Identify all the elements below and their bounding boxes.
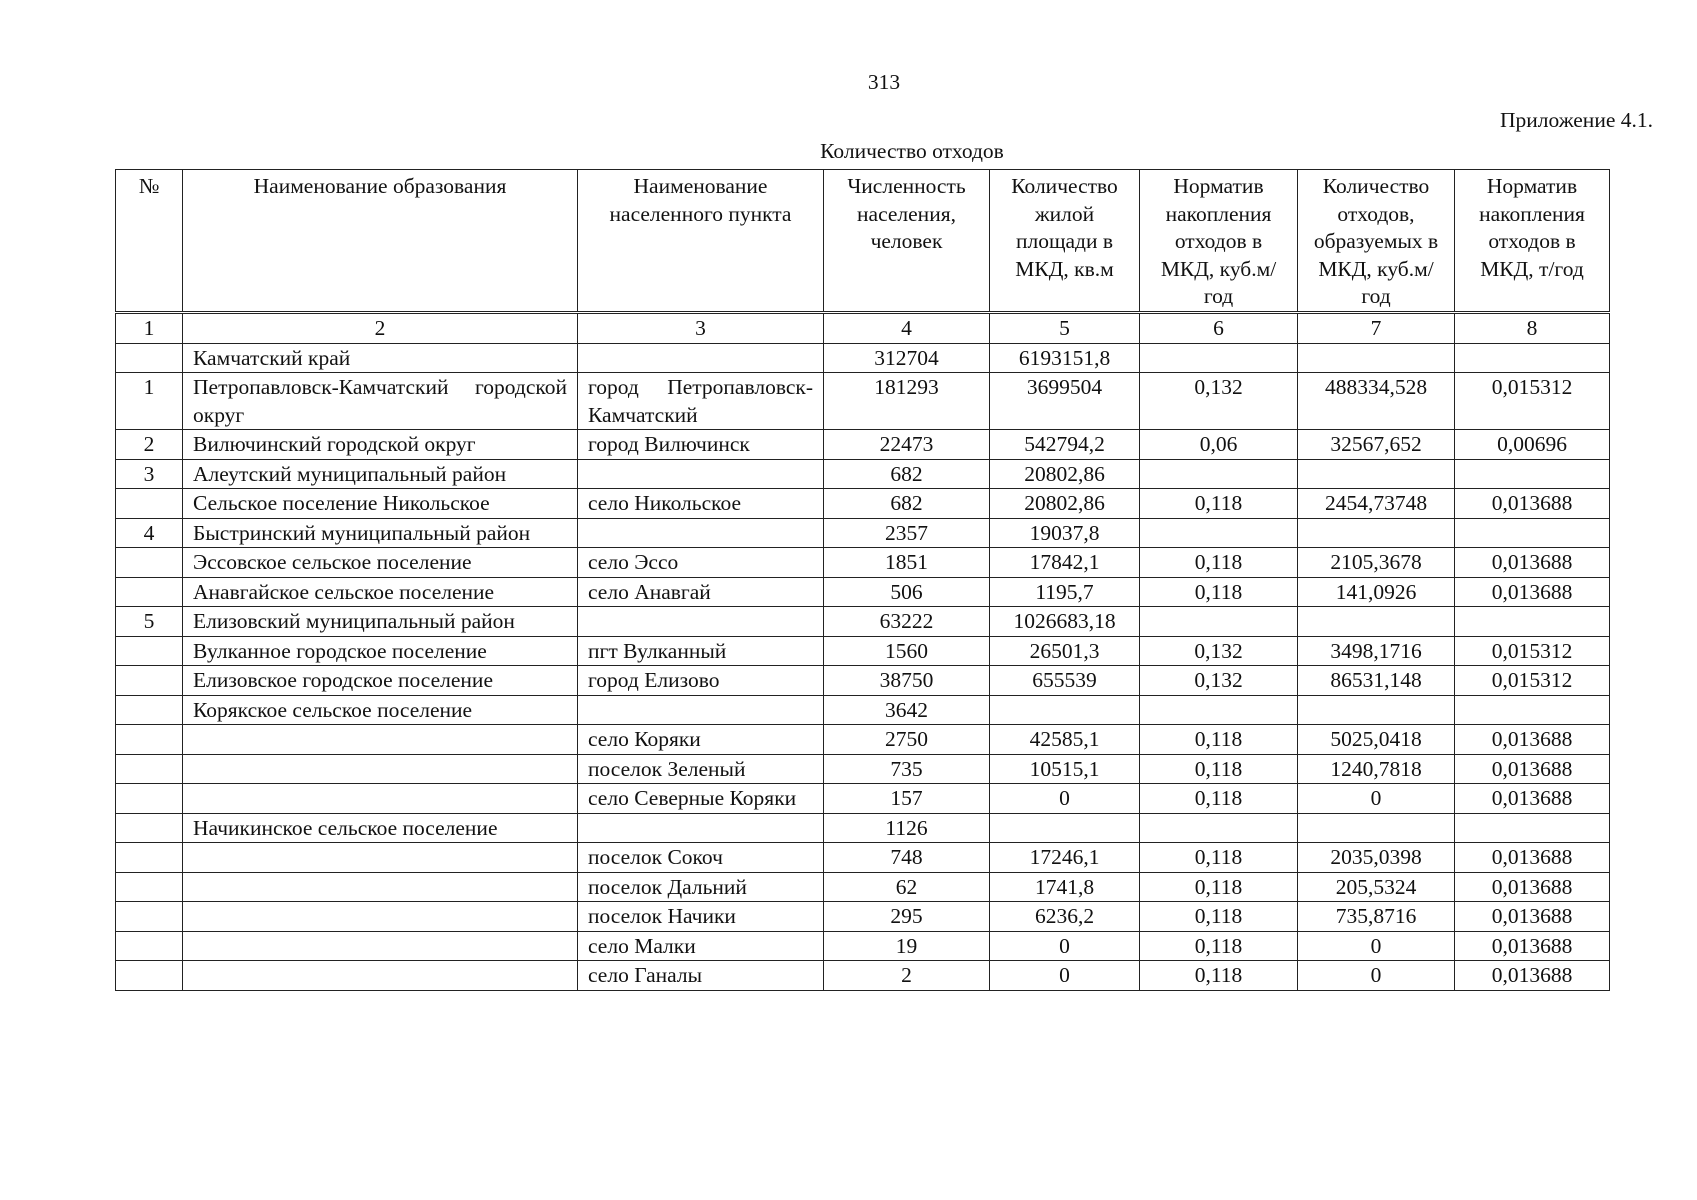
- settlement-name-cell: [578, 459, 824, 489]
- waste-norm-volume-cell: 0,118: [1140, 489, 1298, 519]
- population-cell: 2750: [824, 725, 990, 755]
- entity-name-cell: Вулканное городское поселение: [183, 636, 578, 666]
- waste-norm-volume-cell: 0,118: [1140, 784, 1298, 814]
- row-number-cell: [116, 754, 183, 784]
- entity-name-cell: [183, 784, 578, 814]
- waste-norm-mass-cell: [1455, 518, 1610, 548]
- waste-norm-mass-cell: 0,013688: [1455, 961, 1610, 991]
- settlement-name-cell: поселок Сокоч: [578, 843, 824, 873]
- entity-name-cell: [183, 843, 578, 873]
- waste-norm-mass-cell: [1455, 813, 1610, 843]
- waste-norm-volume-cell: [1140, 695, 1298, 725]
- entity-name-cell: Алеутский муниципальный район: [183, 459, 578, 489]
- living-area-cell: 17842,1: [990, 548, 1140, 578]
- row-number-cell: [116, 343, 183, 373]
- waste-norm-volume-cell: 0,118: [1140, 843, 1298, 873]
- settlement-name-cell: село Ганалы: [578, 961, 824, 991]
- waste-volume-cell: 735,8716: [1298, 902, 1455, 932]
- appendix-label: Приложение 4.1.: [1499, 108, 1653, 132]
- row-number-cell: [116, 548, 183, 578]
- table-row: [116, 902, 1610, 932]
- waste-volume-cell: 205,5324: [1298, 872, 1455, 902]
- waste-norm-mass-cell: 0,013688: [1455, 754, 1610, 784]
- row-number-cell: 5: [116, 607, 183, 637]
- column-number: 3: [578, 313, 824, 344]
- waste-volume-cell: 2105,3678: [1298, 548, 1455, 578]
- waste-volume-cell: 488334,528: [1298, 373, 1455, 430]
- header-cell: Наименование населенного пункта: [578, 170, 824, 313]
- population-cell: 38750: [824, 666, 990, 696]
- waste-norm-mass-cell: 0,013688: [1455, 872, 1610, 902]
- table-row: [116, 725, 1610, 755]
- population-cell: 735: [824, 754, 990, 784]
- waste-norm-volume-cell: 0,118: [1140, 754, 1298, 784]
- settlement-name-cell: село Эссо: [578, 548, 824, 578]
- entity-name-cell: Корякское сельское поселение: [183, 695, 578, 725]
- waste-norm-mass-cell: 0,013688: [1455, 548, 1610, 578]
- entity-name-cell: Сельское поселение Никольское: [183, 489, 578, 519]
- row-number-cell: 4: [116, 518, 183, 548]
- waste-volume-cell: 0: [1298, 784, 1455, 814]
- settlement-name-cell: город Елизово: [578, 666, 824, 696]
- table-row: [116, 813, 1610, 843]
- settlement-name-cell: [578, 813, 824, 843]
- waste-norm-mass-cell: [1455, 607, 1610, 637]
- entity-name-cell: Начикинское сельское поселение: [183, 813, 578, 843]
- population-cell: 181293: [824, 373, 990, 430]
- waste-norm-mass-cell: [1455, 695, 1610, 725]
- population-cell: 312704: [824, 343, 990, 373]
- waste-norm-mass-cell: 0,015312: [1455, 636, 1610, 666]
- row-number-cell: [116, 666, 183, 696]
- table-row: [116, 373, 1610, 430]
- population-cell: 295: [824, 902, 990, 932]
- settlement-name-cell: село Анавгай: [578, 577, 824, 607]
- waste-volume-cell: [1298, 695, 1455, 725]
- settlement-name-cell: поселок Дальний: [578, 872, 824, 902]
- population-cell: 63222: [824, 607, 990, 637]
- row-number-cell: [116, 489, 183, 519]
- settlement-name-cell: [578, 518, 824, 548]
- row-number-cell: [116, 872, 183, 902]
- column-number: 4: [824, 313, 990, 344]
- table-row: [116, 754, 1610, 784]
- row-number-cell: [116, 902, 183, 932]
- waste-norm-mass-cell: 0,013688: [1455, 902, 1610, 932]
- waste-norm-volume-cell: 0,118: [1140, 577, 1298, 607]
- header-row: [116, 170, 1610, 313]
- population-cell: 2: [824, 961, 990, 991]
- table-caption: Количество отходов: [820, 139, 1004, 163]
- row-number-cell: 2: [116, 430, 183, 460]
- waste-volume-cell: 0: [1298, 931, 1455, 961]
- waste-volume-cell: [1298, 813, 1455, 843]
- living-area-cell: [990, 695, 1140, 725]
- waste-norm-volume-cell: 0,118: [1140, 902, 1298, 932]
- waste-norm-mass-cell: 0,013688: [1455, 725, 1610, 755]
- waste-norm-mass-cell: 0,013688: [1455, 577, 1610, 607]
- row-number-cell: [116, 695, 183, 725]
- living-area-cell: 655539: [990, 666, 1140, 696]
- entity-name-cell: Камчатский край: [183, 343, 578, 373]
- table-row: [116, 843, 1610, 873]
- entity-name-cell: Эссовское сельское поселение: [183, 548, 578, 578]
- entity-name-cell: [183, 754, 578, 784]
- entity-name-cell: [183, 931, 578, 961]
- settlement-name-cell: [578, 695, 824, 725]
- header-cell: Норматив накопления отходов в МКД, т/год: [1455, 170, 1610, 313]
- row-number-cell: [116, 784, 183, 814]
- settlement-name-cell: город Вилючинск: [578, 430, 824, 460]
- waste-norm-volume-cell: 0,118: [1140, 725, 1298, 755]
- population-cell: 748: [824, 843, 990, 873]
- table-row: [116, 518, 1610, 548]
- waste-norm-volume-cell: [1140, 518, 1298, 548]
- entity-name-cell: [183, 872, 578, 902]
- living-area-cell: 3699504: [990, 373, 1140, 430]
- waste-volume-cell: 2035,0398: [1298, 843, 1455, 873]
- population-cell: 1126: [824, 813, 990, 843]
- waste-volume-cell: 141,0926: [1298, 577, 1455, 607]
- entity-name-cell: Вилючинский городской округ: [183, 430, 578, 460]
- table-row: [116, 784, 1610, 814]
- waste-norm-volume-cell: 0,118: [1140, 548, 1298, 578]
- table-row: [116, 666, 1610, 696]
- page-number: 313: [867, 70, 901, 94]
- waste-volume-cell: 86531,148: [1298, 666, 1455, 696]
- waste-volume-cell: [1298, 459, 1455, 489]
- waste-norm-volume-cell: 0,132: [1140, 636, 1298, 666]
- living-area-cell: 1741,8: [990, 872, 1140, 902]
- waste-norm-volume-cell: [1140, 459, 1298, 489]
- table-row: [116, 459, 1610, 489]
- living-area-cell: 542794,2: [990, 430, 1140, 460]
- waste-norm-volume-cell: 0,118: [1140, 931, 1298, 961]
- settlement-name-cell: поселок Зеленый: [578, 754, 824, 784]
- waste-norm-mass-cell: 0,00696: [1455, 430, 1610, 460]
- column-number: 6: [1140, 313, 1298, 344]
- population-cell: 157: [824, 784, 990, 814]
- living-area-cell: 0: [990, 784, 1140, 814]
- waste-norm-mass-cell: 0,015312: [1455, 666, 1610, 696]
- waste-norm-volume-cell: 0,132: [1140, 373, 1298, 430]
- waste-norm-mass-cell: [1455, 343, 1610, 373]
- population-cell: 682: [824, 459, 990, 489]
- row-number-cell: 3: [116, 459, 183, 489]
- column-number: 8: [1455, 313, 1610, 344]
- table-row: [116, 931, 1610, 961]
- header-cell: Количество жилой площади в МКД, кв.м: [990, 170, 1140, 313]
- column-number-row: [116, 313, 1610, 344]
- header-cell: №: [116, 170, 183, 313]
- table-row: [116, 872, 1610, 902]
- table-row: [116, 607, 1610, 637]
- table-row: [116, 343, 1610, 373]
- table-row: [116, 489, 1610, 519]
- entity-name-cell: [183, 902, 578, 932]
- waste-norm-volume-cell: 0,118: [1140, 961, 1298, 991]
- living-area-cell: 20802,86: [990, 459, 1140, 489]
- waste-volume-cell: [1298, 607, 1455, 637]
- population-cell: 22473: [824, 430, 990, 460]
- row-number-cell: [116, 636, 183, 666]
- row-number-cell: [116, 813, 183, 843]
- living-area-cell: 6236,2: [990, 902, 1140, 932]
- entity-name-cell: Быстринский муниципальный район: [183, 518, 578, 548]
- table-row: [116, 961, 1610, 991]
- waste-volume-cell: 3498,1716: [1298, 636, 1455, 666]
- waste-norm-mass-cell: 0,013688: [1455, 931, 1610, 961]
- living-area-cell: 0: [990, 931, 1140, 961]
- living-area-cell: 6193151,8: [990, 343, 1140, 373]
- waste-norm-mass-cell: 0,013688: [1455, 784, 1610, 814]
- settlement-name-cell: город Петропавловск-Камчатский: [578, 373, 824, 430]
- waste-volume-cell: 5025,0418: [1298, 725, 1455, 755]
- waste-volume-cell: [1298, 343, 1455, 373]
- living-area-cell: 1195,7: [990, 577, 1140, 607]
- settlement-name-cell: [578, 607, 824, 637]
- entity-name-cell: [183, 725, 578, 755]
- header-cell: Наименование образования: [183, 170, 578, 313]
- living-area-cell: 26501,3: [990, 636, 1140, 666]
- settlement-name-cell: село Малки: [578, 931, 824, 961]
- row-number-cell: [116, 843, 183, 873]
- population-cell: 682: [824, 489, 990, 519]
- waste-norm-volume-cell: [1140, 343, 1298, 373]
- settlement-name-cell: [578, 343, 824, 373]
- waste-norm-mass-cell: 0,013688: [1455, 843, 1610, 873]
- settlement-name-cell: село Никольское: [578, 489, 824, 519]
- table-body: [116, 343, 1610, 990]
- waste-norm-volume-cell: 0,118: [1140, 872, 1298, 902]
- population-cell: 19: [824, 931, 990, 961]
- waste-norm-mass-cell: [1455, 459, 1610, 489]
- row-number-cell: [116, 961, 183, 991]
- column-number: 2: [183, 313, 578, 344]
- table-row: [116, 636, 1610, 666]
- header-cell: Численность населения, человек: [824, 170, 990, 313]
- entity-name-cell: Елизовский муниципальный район: [183, 607, 578, 637]
- waste-norm-volume-cell: [1140, 607, 1298, 637]
- waste-volume-cell: 1240,7818: [1298, 754, 1455, 784]
- waste-norm-volume-cell: 0,132: [1140, 666, 1298, 696]
- population-cell: 1560: [824, 636, 990, 666]
- settlement-name-cell: село Северные Коряки: [578, 784, 824, 814]
- table-row: [116, 577, 1610, 607]
- waste-volume-cell: [1298, 518, 1455, 548]
- entity-name-cell: Елизовское городское поселение: [183, 666, 578, 696]
- population-cell: 1851: [824, 548, 990, 578]
- living-area-cell: 42585,1: [990, 725, 1140, 755]
- population-cell: 2357: [824, 518, 990, 548]
- row-number-cell: [116, 931, 183, 961]
- living-area-cell: 10515,1: [990, 754, 1140, 784]
- living-area-cell: [990, 813, 1140, 843]
- settlement-name-cell: пгт Вулканный: [578, 636, 824, 666]
- waste-volume-cell: 2454,73748: [1298, 489, 1455, 519]
- living-area-cell: 17246,1: [990, 843, 1140, 873]
- waste-volume-cell: 32567,652: [1298, 430, 1455, 460]
- waste-table: [115, 169, 1610, 991]
- population-cell: 62: [824, 872, 990, 902]
- column-number: 5: [990, 313, 1140, 344]
- living-area-cell: 19037,8: [990, 518, 1140, 548]
- living-area-cell: 20802,86: [990, 489, 1140, 519]
- entity-name-cell: [183, 961, 578, 991]
- row-number-cell: 1: [116, 373, 183, 430]
- entity-name-cell: Анавгайское сельское поселение: [183, 577, 578, 607]
- living-area-cell: 1026683,18: [990, 607, 1140, 637]
- table-row: [116, 430, 1610, 460]
- row-number-cell: [116, 725, 183, 755]
- settlement-name-cell: село Коряки: [578, 725, 824, 755]
- header-cell: Норматив накопления отходов в МКД, куб.м/год: [1140, 170, 1298, 313]
- row-number-cell: [116, 577, 183, 607]
- column-number: 7: [1298, 313, 1455, 344]
- table-row: [116, 695, 1610, 725]
- living-area-cell: 0: [990, 961, 1140, 991]
- waste-norm-volume-cell: 0,06: [1140, 430, 1298, 460]
- waste-norm-mass-cell: 0,013688: [1455, 489, 1610, 519]
- table-row: [116, 548, 1610, 578]
- entity-name-cell: Петропавловск-Камчатский городской округ: [183, 373, 578, 430]
- population-cell: 506: [824, 577, 990, 607]
- waste-norm-volume-cell: [1140, 813, 1298, 843]
- column-number: 1: [116, 313, 183, 344]
- population-cell: 3642: [824, 695, 990, 725]
- header-cell: Количество отходов, образуемых в МКД, куб.м/год: [1298, 170, 1455, 313]
- waste-volume-cell: 0: [1298, 961, 1455, 991]
- waste-norm-mass-cell: 0,015312: [1455, 373, 1610, 430]
- settlement-name-cell: поселок Начики: [578, 902, 824, 932]
